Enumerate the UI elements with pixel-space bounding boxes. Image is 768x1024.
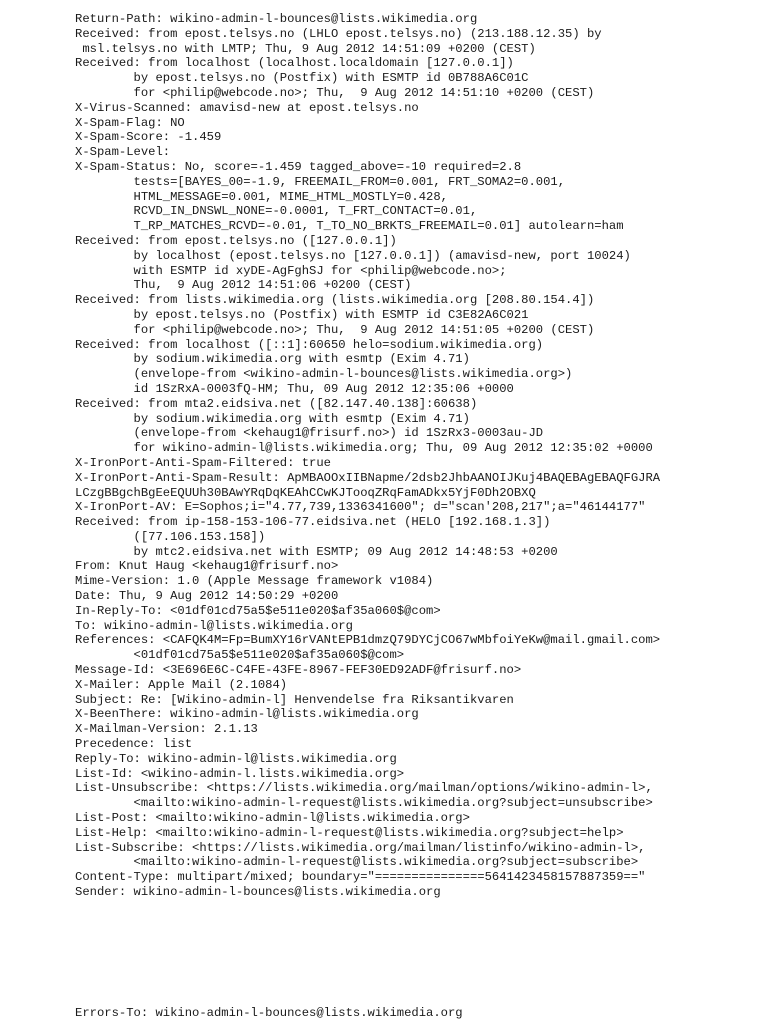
header-line: Thu, 9 Aug 2012 14:51:06 +0200 (CEST) xyxy=(75,278,412,293)
header-line: <mailto:wikino-admin-l-request@lists.wikimedia.org?subject=unsubscribe> xyxy=(75,796,653,811)
header-line: id 1SzRxA-0003fQ-HM; Thu, 09 Aug 2012 12:35:06 +0000 xyxy=(75,381,514,396)
header-line: List-Unsubscribe: <https://lists.wikimedia.org/mailman/options/wikino-admin-l>, xyxy=(75,781,653,796)
header-line: with ESMTP id xyDE-AgFghSJ for <philip@webcode.no>; xyxy=(75,263,507,278)
header-line: Sender: wikino-admin-l-bounces@lists.wikimedia.org xyxy=(75,885,441,900)
header-line: X-Spam-Flag: NO xyxy=(75,115,185,130)
header-line: for <philip@webcode.no>; Thu, 9 Aug 2012 14:51:10 +0200 (CEST) xyxy=(75,85,595,100)
header-line: msl.telsys.no with LMTP; Thu, 9 Aug 2012 14:51:09 +0200 (CEST) xyxy=(75,41,536,56)
header-line: X-BeenThere: wikino-admin-l@lists.wikimedia.org xyxy=(75,707,419,722)
header-line: X-Spam-Score: -1.459 xyxy=(75,130,222,145)
header-line: (envelope-from <wikino-admin-l-bounces@lists.wikimedia.org>) xyxy=(75,367,573,382)
header-line: by epost.telsys.no (Postfix) with ESMTP id C3E82A6C021 xyxy=(75,307,529,322)
header-line: for wikino-admin-l@lists.wikimedia.org; Thu, 09 Aug 2012 12:35:02 +0000 xyxy=(75,441,653,456)
header-line: Return-Path: wikino-admin-l-bounces@lists.wikimedia.org xyxy=(75,12,478,26)
header-line: List-Post: <mailto:wikino-admin-l@lists.wikimedia.org> xyxy=(75,811,470,826)
header-line: RCVD_IN_DNSWL_NONE=-0.0001, T_FRT_CONTACT=0.01, xyxy=(75,204,478,219)
header-line: References: <CAFQK4M=Fp=BumXY16rVANtEPB1dmzQ79DYCjCO67wMbfoiYeKw@mail.gmail.com> xyxy=(75,633,661,648)
header-line: Content-Type: multipart/mixed; boundary="===============5641423458157887359==" xyxy=(75,870,646,885)
header-line: X-Spam-Level: xyxy=(75,145,171,160)
header-line: X-Spam-Status: No, score=-1.459 tagged_above=-10 required=2.8 xyxy=(75,159,522,174)
email-header-block xyxy=(75,12,660,900)
header-line: X-Mailer: Apple Mail (2.1084) xyxy=(75,677,288,692)
header-line: by sodium.wikimedia.org with esmtp (Exim 4.71) xyxy=(75,352,470,367)
header-line: Received: from epost.telsys.no (LHLO epost.telsys.no) (213.188.12.35) by xyxy=(75,26,602,41)
header-line: by sodium.wikimedia.org with esmtp (Exim 4.71) xyxy=(75,411,470,426)
header-line: X-IronPort-Anti-Spam-Result: ApMBAOOxIIBNapme/2dsb2JhbAANOIJKuj4BAQEBAgEBAQFGJRA xyxy=(75,470,661,485)
header-line: X-IronPort-AV: E=Sophos;i="4.77,739,1336341600"; d="scan'208,217";a="46144177" xyxy=(75,500,646,515)
header-line: Received: from mta2.eidsiva.net ([82.147.40.138]:60638) xyxy=(75,396,478,411)
header-line: for <philip@webcode.no>; Thu, 9 Aug 2012 14:51:05 +0200 (CEST) xyxy=(75,322,595,337)
header-line: Received: from epost.telsys.no ([127.0.0.1]) xyxy=(75,233,397,248)
header-line: Received: from localhost (localhost.localdomain [127.0.0.1]) xyxy=(75,56,514,71)
header-line: <01df01cd75a5$e511e020$af35a060$@com> xyxy=(75,648,405,663)
header-line: Mime-Version: 1.0 (Apple Message framework v1084) xyxy=(75,574,434,589)
header-line: by localhost (epost.telsys.no [127.0.0.1]) (amavisd-new, port 10024) xyxy=(75,248,631,263)
header-line: LCzgBBgchBgEeEQUUh30BAwYRqDqKEAhCCwKJTooqZRqFamADkx5YjF0Dh2OBXQ xyxy=(75,485,536,500)
header-line: List-Help: <mailto:wikino-admin-l-request@lists.wikimedia.org?subject=help> xyxy=(75,825,624,840)
header-line: Message-Id: <3E696E6C-C4FE-43FE-8967-FEF30ED92ADF@frisurf.no> xyxy=(75,663,522,678)
header-line: List-Subscribe: <https://lists.wikimedia.org/mailman/listinfo/wikino-admin-l>, xyxy=(75,840,646,855)
header-line: (envelope-from <kehaug1@frisurf.no>) id 1SzRx3-0003au-JD xyxy=(75,426,544,441)
header-line: ([77.106.153.158]) xyxy=(75,529,266,544)
header-line: T_RP_MATCHES_RCVD=-0.01, T_TO_NO_BRKTS_FREEMAIL=0.01] autolearn=ham xyxy=(75,219,624,234)
header-line: Received: from ip-158-153-106-77.eidsiva.net (HELO [192.168.1.3]) xyxy=(75,515,551,530)
header-line: Received: from lists.wikimedia.org (lists.wikimedia.org [208.80.154.4]) xyxy=(75,293,595,308)
header-line: From: Knut Haug <kehaug1@frisurf.no> xyxy=(75,559,339,574)
header-line: by epost.telsys.no (Postfix) with ESMTP id 0B788A6C01C xyxy=(75,71,529,86)
header-line: X-Virus-Scanned: amavisd-new at epost.telsys.no xyxy=(75,100,419,115)
header-line: To: wikino-admin-l@lists.wikimedia.org xyxy=(75,618,353,633)
header-line: HTML_MESSAGE=0.001, MIME_HTML_MOSTLY=0.428, xyxy=(75,189,448,204)
header-line: by mtc2.eidsiva.net with ESMTP; 09 Aug 2012 14:48:53 +0200 xyxy=(75,544,558,559)
header-line: <mailto:wikino-admin-l-request@lists.wikimedia.org?subject=subscribe> xyxy=(75,855,639,870)
header-line: Date: Thu, 9 Aug 2012 14:50:29 +0200 xyxy=(75,589,339,604)
header-line: X-IronPort-Anti-Spam-Filtered: true xyxy=(75,455,331,470)
header-line: List-Id: <wikino-admin-l.lists.wikimedia.org> xyxy=(75,766,405,781)
header-line: Reply-To: wikino-admin-l@lists.wikimedia.org xyxy=(75,751,397,766)
errors-to-header-line: Errors-To: wikino-admin-l-bounces@lists.wikimedia.org xyxy=(75,1006,463,1020)
header-line: X-Mailman-Version: 2.1.13 xyxy=(75,722,258,737)
header-line: Precedence: list xyxy=(75,737,193,752)
header-line: tests=[BAYES_00=-1.9, FREEMAIL_FROM=0.001, FRT_SOMA2=0.001, xyxy=(75,174,566,189)
header-line: In-Reply-To: <01df01cd75a5$e511e020$af35a060$@com> xyxy=(75,603,441,618)
header-line: Subject: Re: [Wikino-admin-l] Henvendelse fra Riksantikvaren xyxy=(75,692,514,707)
header-line: Received: from localhost ([::1]:60650 helo=sodium.wikimedia.org) xyxy=(75,337,544,352)
